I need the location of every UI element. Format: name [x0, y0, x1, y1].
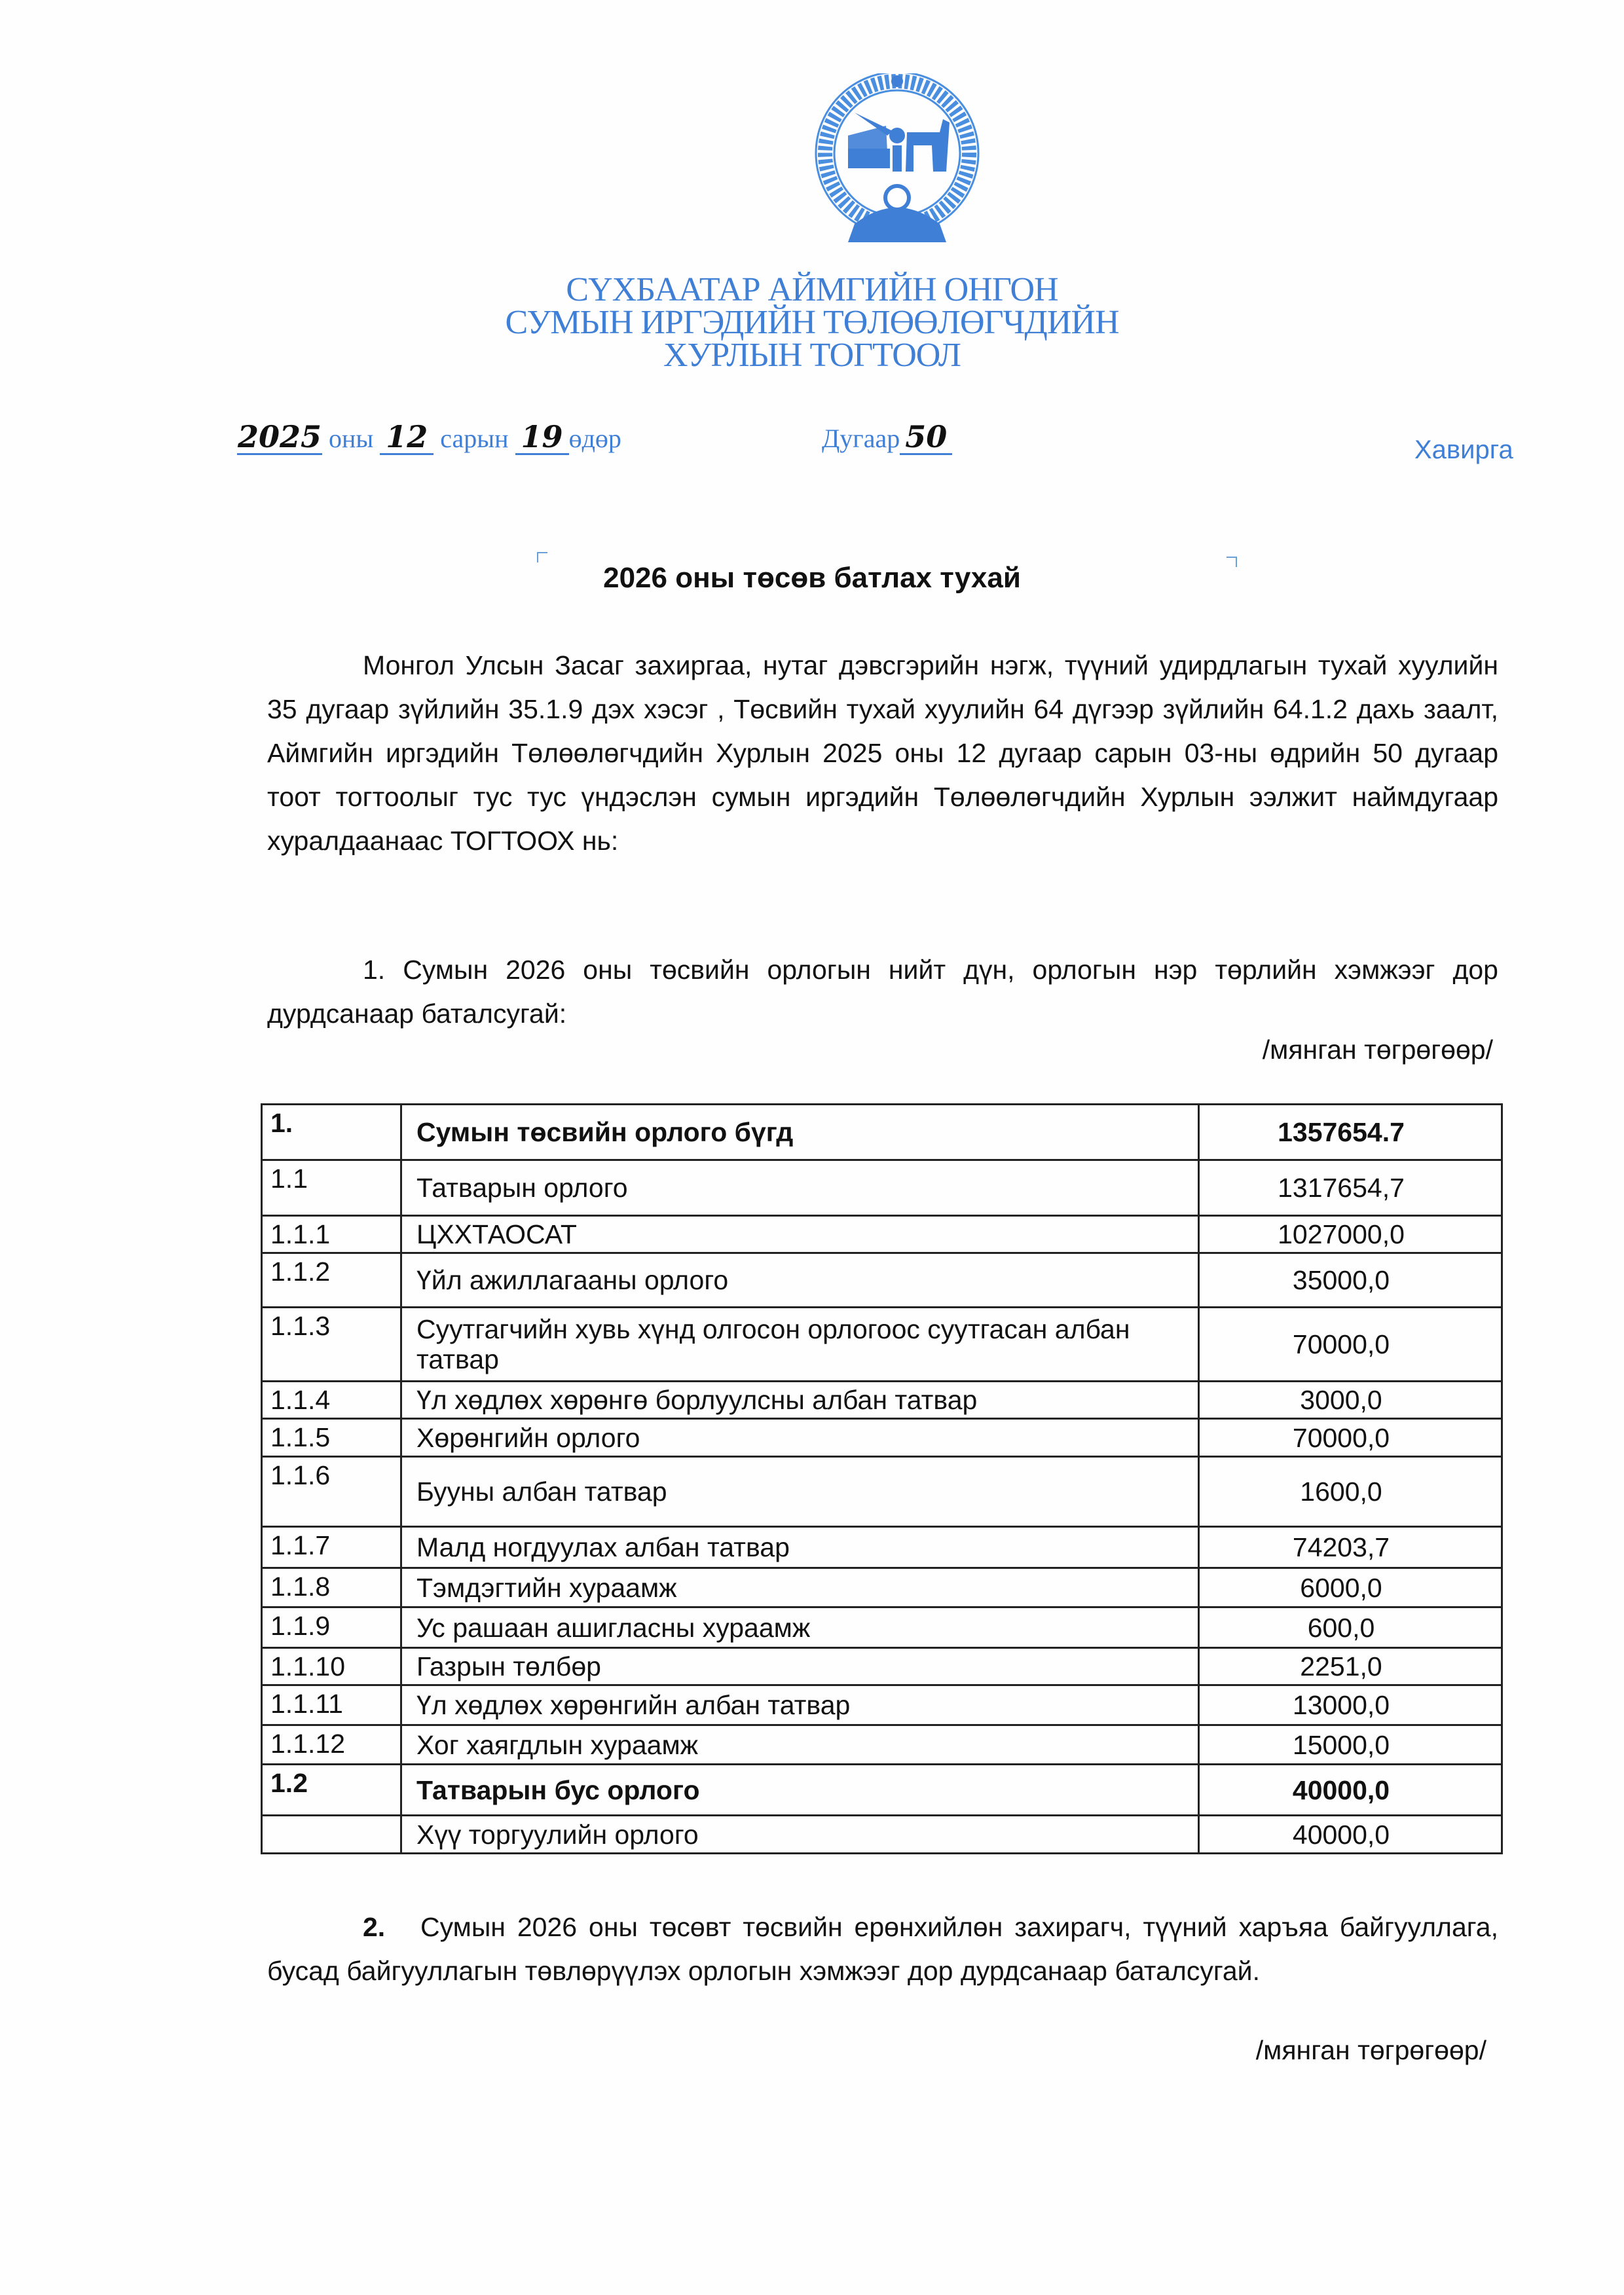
- table-row: [262, 1765, 1502, 1816]
- table-row: [262, 1725, 1502, 1765]
- section-1: [267, 948, 1498, 1036]
- row-code: 1.1.12: [262, 1725, 401, 1765]
- row-name: ЦХХТАОСАТ: [401, 1216, 1199, 1253]
- organization-title: [0, 271, 1624, 374]
- row-code: 1.1.9: [262, 1607, 401, 1648]
- document-title: 2026 оны төсөв батлах тухай: [603, 562, 1021, 594]
- table-row: [262, 1105, 1502, 1160]
- row-value: 3000,0: [1199, 1382, 1502, 1419]
- section-1-unit: /мянган төгрөгөөр/: [1262, 1035, 1493, 1065]
- row-value: 1317654,7: [1199, 1160, 1502, 1216]
- row-code: 1.1.7: [262, 1527, 401, 1568]
- section-1-number: 1.: [363, 955, 386, 985]
- row-value: 1027000,0: [1199, 1216, 1502, 1253]
- row-name: Сумын төсвийн орлого бүгд: [401, 1105, 1199, 1160]
- section-2-text: 2. Сумын 2026 оны төсөвт төсвийн ерөнхийлөн захирагч, түүний харъяа байгууллага, бусад байгууллагын төвлөрүүлэх орлогын хэмжээг дор дурдсанаар баталсугай.: [267, 1912, 1498, 1986]
- row-name: Малд ногдуулах албан татвар: [401, 1527, 1199, 1568]
- row-value: 6000,0: [1199, 1568, 1502, 1607]
- row-value: 1357654.7: [1199, 1105, 1502, 1160]
- row-value: 2251,0: [1199, 1648, 1502, 1685]
- row-code: 1.1.6: [262, 1457, 401, 1527]
- org-title-line-3: ХУРЛЫН ТОГТООЛ: [663, 337, 961, 374]
- section-2-unit: /мянган төгрөгөөр/: [1255, 2035, 1486, 2065]
- year-field: 2025: [237, 419, 322, 454]
- row-name: Үйл ажиллагааны орлого: [401, 1253, 1199, 1308]
- row-code: 1.1.10: [262, 1648, 401, 1685]
- row-code: 1.1.4: [262, 1382, 401, 1419]
- row-value: 600,0: [1199, 1607, 1502, 1648]
- document-number-line: [822, 419, 952, 455]
- row-code: 1.1: [262, 1160, 401, 1216]
- table-row: [262, 1607, 1502, 1648]
- income-table: [261, 1103, 1503, 1854]
- table-row: [262, 1216, 1502, 1253]
- preamble-paragraph: [267, 644, 1498, 863]
- state-emblem-icon: [809, 73, 986, 250]
- row-code: 1.1.2: [262, 1253, 401, 1308]
- row-name: Ус рашаан ашигласны хураамж: [401, 1607, 1199, 1648]
- day-field: 19: [515, 422, 569, 455]
- day-suffix: өдөр: [568, 424, 621, 453]
- month-suffix: сарын: [440, 424, 509, 453]
- title-corner-mark-left: [537, 552, 547, 562]
- row-name: Бууны албан татвар: [401, 1457, 1199, 1527]
- row-name: Татварын орлого: [401, 1160, 1199, 1216]
- number-label: Дугаар: [822, 424, 900, 453]
- number-field: 50: [900, 422, 952, 455]
- row-code: 1.1.1: [262, 1216, 401, 1253]
- row-name: Үл хөдлөх хөрөнгийн албан татвар: [401, 1685, 1199, 1725]
- row-value: 35000,0: [1199, 1253, 1502, 1308]
- row-name: Үл хөдлөх хөрөнгө борлуулсны албан татвар: [401, 1382, 1199, 1419]
- row-code: 1.1.11: [262, 1685, 401, 1725]
- section-2-number: 2.: [363, 1912, 386, 1942]
- table-row: [262, 1648, 1502, 1685]
- row-name: Хог хаягдлын хураамж: [401, 1725, 1199, 1765]
- row-value: 13000,0: [1199, 1685, 1502, 1725]
- section-2: [267, 1905, 1498, 1993]
- place-name: Хавирга: [1414, 435, 1513, 464]
- section-1-text: 1. Сумын 2026 оны төсвийн орлогын нийт дүн, орлогын нэр төрлийн хэмжээг дор дурдсанаар баталсугай:: [267, 955, 1498, 1029]
- table-row: [262, 1382, 1502, 1419]
- table-row: [262, 1308, 1502, 1382]
- table-row: [262, 1457, 1502, 1527]
- row-name: Хөрөнгийн орлого: [401, 1419, 1199, 1457]
- row-value: 15000,0: [1199, 1725, 1502, 1765]
- row-name: Тэмдэгтийн хураамж: [401, 1568, 1199, 1607]
- row-value: 40000,0: [1199, 1816, 1502, 1854]
- table-row: [262, 1816, 1502, 1854]
- row-name: Суутгагчийн хувь хүнд олгосон орлогоос суутгасан албан татвар: [401, 1308, 1199, 1382]
- table-row: [262, 1527, 1502, 1568]
- row-name: Татварын бус орлого: [401, 1765, 1199, 1816]
- table-row: [262, 1685, 1502, 1725]
- row-value: 74203,7: [1199, 1527, 1502, 1568]
- row-value: 70000,0: [1199, 1308, 1502, 1382]
- date-line: [237, 419, 621, 455]
- table-row: [262, 1568, 1502, 1607]
- row-code: 1.1.8: [262, 1568, 401, 1607]
- table-row: [262, 1253, 1502, 1308]
- table-row: [262, 1160, 1502, 1216]
- year-suffix: оны: [329, 424, 374, 453]
- org-title-line-2: СУМЫН ИРГЭДИЙН ТӨЛӨӨЛӨГЧДИЙН: [505, 304, 1119, 341]
- row-code: 1.1.3: [262, 1308, 401, 1382]
- preamble-text: Монгол Улсын Засаг захиргаа, нутаг дэвсгэрийн нэгж, түүний удирдлагын тухай хуулийн 35 дугаар зүйлийн 35.1.9 дэх хэсэг , Төсвийн тухай хуулийн 64 дүгээр зүйлийн 64.1.2 дахь заалт, Аймгийн иргэдийн Төлөөлөгчдийн Хурлын 2025 оны 12 дугаар сарын 03-ны өдрийн 50 дугаар тоот тогтоолыг тус тус үндэслэн сумын иргэдийн Төлөөлөгчдийн Хурлын ээлжит наймдугаар хуралдаанаас ТОГТООХ нь:: [267, 650, 1498, 856]
- row-code: 1.: [262, 1105, 401, 1160]
- table-row: [262, 1419, 1502, 1457]
- month-field: 12: [380, 422, 434, 455]
- row-value: 1600,0: [1199, 1457, 1502, 1527]
- row-code: 1.2: [262, 1765, 401, 1816]
- row-value: 40000,0: [1199, 1765, 1502, 1816]
- row-name: Хүү торгуулийн орлого: [401, 1816, 1199, 1854]
- org-title-line-1: СҮХБААТАР АЙМГИЙН ОНГОН: [566, 271, 1058, 308]
- row-value: 70000,0: [1199, 1419, 1502, 1457]
- row-name: Газрын төлбөр: [401, 1648, 1199, 1685]
- row-code: 1.1.5: [262, 1419, 401, 1457]
- row-code: [262, 1816, 401, 1854]
